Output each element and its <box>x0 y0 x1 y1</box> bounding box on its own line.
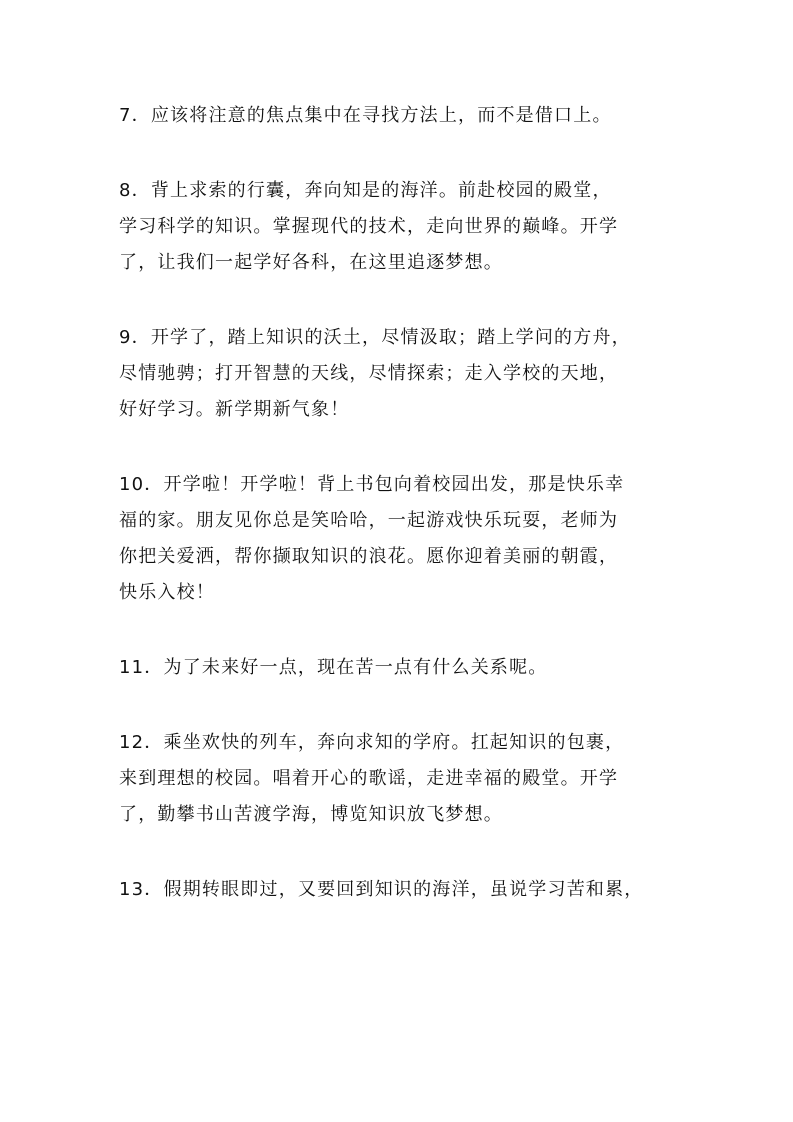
paragraph-10: 10．开学啦！开学啦！背上书包向着校园出发，那是快乐幸 福的家。朋友见你总是笑哈哈，一起游戏快乐玩耍，老师为 你把关爱洒，帮你撷取知识的浪花。愿你迎着美丽的朝霞， 快乐入校！ <box>119 474 625 603</box>
paragraph-7: 7．应该将注意的焦点集中在寻找方法上，而不是借口上。 <box>119 105 612 126</box>
paragraph-12: 12．乘坐欢快的列车，奔向求知的学府。扛起知识的包裹， 来到理想的校园。唱着开心的歌谣，走进幸福的殿堂。开学 了，勤攀书山苦渡学海，博览知识放飞梦想。 <box>119 732 625 825</box>
paragraph-11: 11．为了未来好一点，现在苦一点有什么关系呢。 <box>119 657 548 678</box>
document-body <box>119 98 679 947</box>
paragraph-9: 9．开学了，踏上知识的沃土，尽情汲取；踏上学问的方舟， 尽情驰骋；打开智慧的天线，尽情探索；走入学校的天地， 好好学习。新学期新气象！ <box>119 327 631 420</box>
paragraph-8: 8．背上求索的行囊，奔向知是的海洋。前赴校园的殿堂， 学习科学的知识。掌握现代的技术，走向世界的巅峰。开学 了，让我们一起学好各科，在这里追逐梦想。 <box>119 180 619 273</box>
paragraph-13: 13．假期转眼即过，又要回到知识的海洋，虽说学习苦和累， <box>119 879 644 900</box>
